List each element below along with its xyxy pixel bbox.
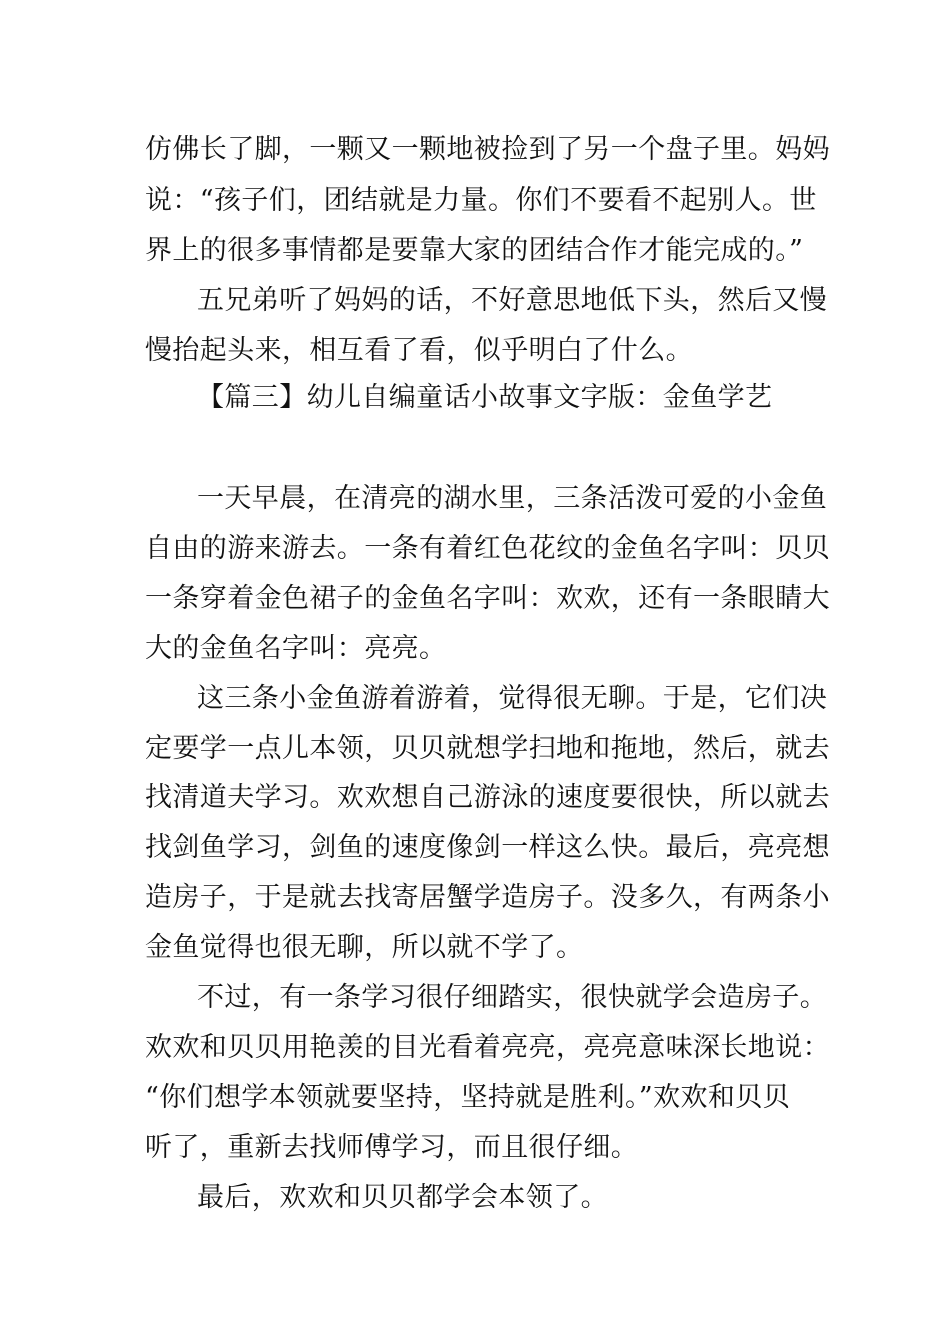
text-line: 界上的很多事情都是要靠大家的团结合作才能完成的。” [145, 235, 804, 266]
text-line: 最后，欢欢和贝贝都学会本领了。 [197, 1182, 608, 1213]
text-line: 不过，有一条学习很仔细踏实，很快就学会造房子。 [197, 982, 828, 1013]
text-line: 一条穿着金色裙子的金鱼名字叫：欢欢，还有一条眼睛大 [145, 583, 830, 614]
text-line: 这三条小金鱼游着游着，觉得很无聊。于是，它们决 [197, 683, 828, 714]
text-line: 找清道夫学习。欢欢想自己游泳的速度要很快，所以就去 [145, 782, 830, 813]
section-heading: 【篇三】幼儿自编童话小故事文字版：金鱼学艺 [197, 382, 773, 413]
text-line: 听了，重新去找师傅学习，而且很仔细。 [145, 1132, 639, 1163]
text-line: 欢欢和贝贝用艳羡的目光看着亮亮，亮亮意味深长地说： [145, 1032, 830, 1063]
text-line: 五兄弟听了妈妈的话，不好意思地低下头，然后又慢 [197, 285, 828, 316]
text-line: 自由的游来游去。一条有着红色花纹的金鱼名字叫：贝贝 [145, 533, 830, 564]
text-line: 定要学一点儿本领，贝贝就想学扫地和拖地，然后，就去 [145, 733, 830, 764]
text-line: 说：“孩子们，团结就是力量。你们不要看不起别人。世 [145, 185, 817, 216]
text-line: 造房子，于是就去找寄居蟹学造房子。没多久，有两条小 [145, 882, 830, 913]
text-line: 一天早晨，在清亮的湖水里，三条活泼可爱的小金鱼 [197, 483, 828, 514]
text-line: 大的金鱼名字叫：亮亮。 [145, 633, 447, 664]
text-line: 金鱼觉得也很无聊，所以就不学了。 [145, 932, 584, 963]
text-line: 慢抬起头来，相互看了看，似乎明白了什么。 [145, 335, 693, 366]
text-line: “你们想学本领就要坚持，坚持就是胜利。”欢欢和贝贝 [145, 1082, 791, 1113]
text-line: 找剑鱼学习，剑鱼的速度像剑一样这么快。最后，亮亮想 [145, 832, 830, 863]
text-line: 仿佛长了脚，一颗又一颗地被捡到了另一个盘子里。妈妈 [145, 134, 830, 165]
